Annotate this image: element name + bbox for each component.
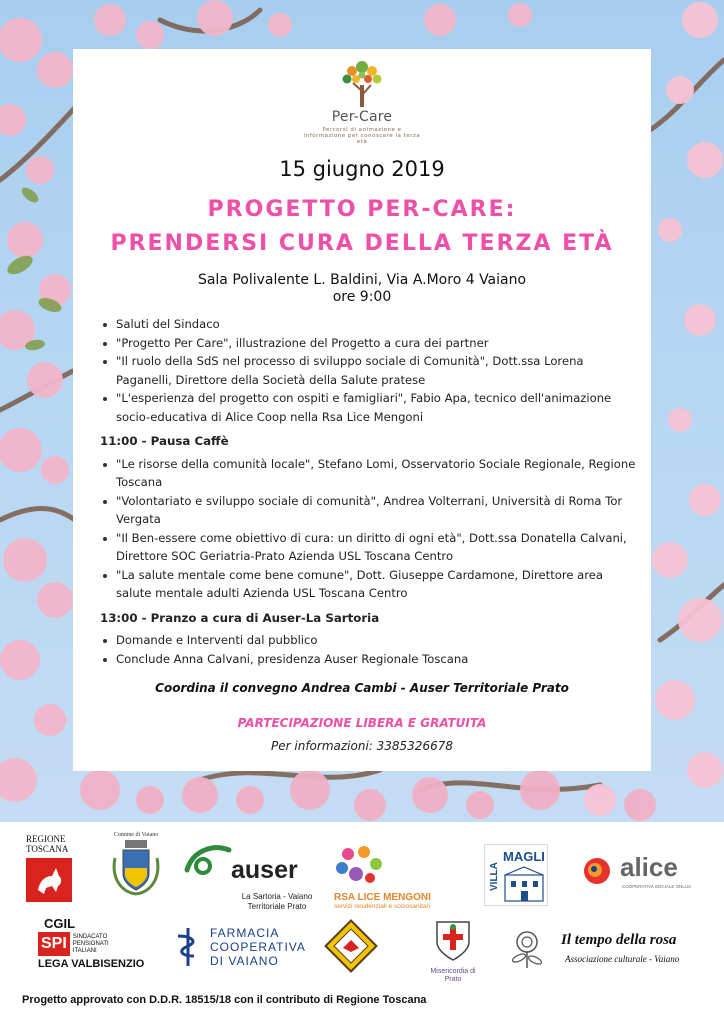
misericordia-logo [418, 918, 488, 984]
logo-tagline: Percorsi di animazione e informazione per conoscere la terza età [303, 127, 421, 145]
rsa-lice-mengoni-logo [334, 844, 464, 910]
villa-vertical: VILLA [489, 862, 500, 891]
footer-note: Progetto approvato con D.D.R. 18515/18 con il contributo di Regione Toscana [22, 994, 427, 1006]
cgil-spi-logo [38, 916, 145, 970]
regione-line1: REGIONE [26, 834, 66, 844]
diamond-emblem-icon [323, 918, 379, 974]
pharmacy-snake-icon [172, 926, 204, 968]
shield-cross-icon [433, 918, 473, 962]
program-morning-list [100, 315, 640, 426]
pegasus-icon [26, 858, 72, 902]
misericordia-line2: Prato [444, 976, 462, 983]
rsa-name: RSA LICE MENGONI [334, 892, 431, 903]
tree-icon [339, 57, 385, 109]
auser-sub1: La Sartoria - Vaiano [241, 892, 313, 901]
list-item: "Le risorse della comunità locale", Stefano Lomi, Osservatorio Sociale Regionale, Regione Toscana [100, 455, 640, 492]
spi-sub2: PENSIONATI [72, 941, 109, 947]
contact-info: Per informazioni: 3385326678 [271, 739, 453, 753]
regione-toscana-logo [26, 834, 82, 906]
event-title-line1: PROGETTO PER-CARE: [207, 197, 517, 222]
building-icon [503, 865, 547, 903]
list-item: "Volontariato e sviluppo sociale di comunità", Andrea Volterrani, Università di Roma Tor Vergata [100, 492, 640, 529]
auser-sub2: Territoriale Prato [247, 902, 307, 911]
diamond-badge-logo [323, 918, 379, 974]
program-afternoon-list [100, 631, 640, 668]
logo-name: Per-Care [331, 109, 393, 125]
rose-icon [505, 926, 549, 970]
tempo-sub: Associazione culturale - Vaiano [565, 954, 680, 964]
farmacia-line2: COOPERATIVA [210, 940, 306, 954]
auser-name: auser [231, 856, 298, 884]
people-circle-icon [334, 844, 384, 886]
spi-sub1: SINDACATO [72, 934, 108, 940]
alice-mark-icon [582, 856, 612, 886]
list-item: "La salute mentale come bene comune", Dott. Giuseppe Cardamone, Direttore area salute mentale adulti Azienda USL Toscana Centro [100, 566, 640, 603]
lega-label: LEGA VALBISENZIO [38, 958, 145, 970]
regione-line2: TOSCANA [26, 844, 69, 854]
event-card [73, 49, 651, 771]
coat-of-arms-icon [111, 838, 161, 898]
farmacia-line3: DI VAIANO [210, 954, 279, 968]
coffee-break-title: 11:00 - Pausa Caffè [100, 434, 229, 448]
list-item: "L'esperienza del progetto con ospiti e famigliari", Fabio Apa, tecnico dell'animazione socio-educativa di Alice Coop nella Rsa Lice Mengoni [100, 389, 640, 426]
comune-label: Comune di Vaiano [113, 832, 159, 838]
lunch-break-title: 13:00 - Pranzo a cura di Auser-La Sartoria [100, 610, 380, 625]
event-date: 15 giugno 2019 [279, 157, 445, 181]
list-item: Saluti del Sindaco [100, 315, 640, 334]
program [100, 315, 640, 668]
coordinator-note: Coordina il convegno Andrea Cambi - Auser Territoriale Prato [155, 681, 569, 695]
venue-block [73, 272, 651, 306]
farmacia-line1: FARMACIA [210, 926, 280, 940]
alice-sub: COOPERATIVA SOCIALE ONLUS [622, 884, 692, 889]
list-item: Domande e Interventi dal pubblico [100, 631, 640, 650]
comune-vaiano-logo [106, 832, 166, 902]
spi-label: SPI [38, 932, 70, 956]
program-midday-list [100, 455, 640, 603]
start-time: ore 9:00 [332, 289, 392, 305]
list-item: "Il Ben-essere come obiettivo di cura: un diritto di ogni età", Dott.ssa Donatella Calvani, Direttore SOC Geriatria-Prato Azienda USL Toscana Centro [100, 529, 640, 566]
list-item: "Il ruolo della SdS nel processo di sviluppo sociale di Comunità", Dott.ssa Lorena Paganelli, Direttore della Società della Salute pratese [100, 352, 640, 389]
venue-address: Sala Polivalente L. Baldini, Via A.Moro 4 Vaiano [197, 272, 527, 288]
misericordia-line1: Misericordia di [430, 968, 476, 975]
rsa-sub: servizi residenziali e sociosanitari [334, 903, 431, 910]
participation-note: PARTECIPAZIONE LIBERA E GRATUITA [237, 716, 487, 730]
villa-name: MAGLI [503, 849, 545, 864]
event-title-line2: PRENDERSI CURA DELLA TERZA ETÀ [110, 231, 614, 256]
auser-swoosh-icon [183, 840, 235, 880]
per-care-logo [73, 57, 651, 145]
spi-sub3: ITALIANI [72, 948, 97, 954]
cgil-label: CGIL [44, 916, 76, 931]
tempo-name: Il tempo della rosa [561, 932, 677, 948]
list-item: Conclude Anna Calvani, presidenza Auser Regionale Toscana [100, 650, 640, 669]
list-item: "Progetto Per Care", illustrazione del Progetto a cura dei partner [100, 334, 640, 353]
villa-magli-logo [484, 844, 548, 906]
alice-name: alice [620, 852, 678, 882]
